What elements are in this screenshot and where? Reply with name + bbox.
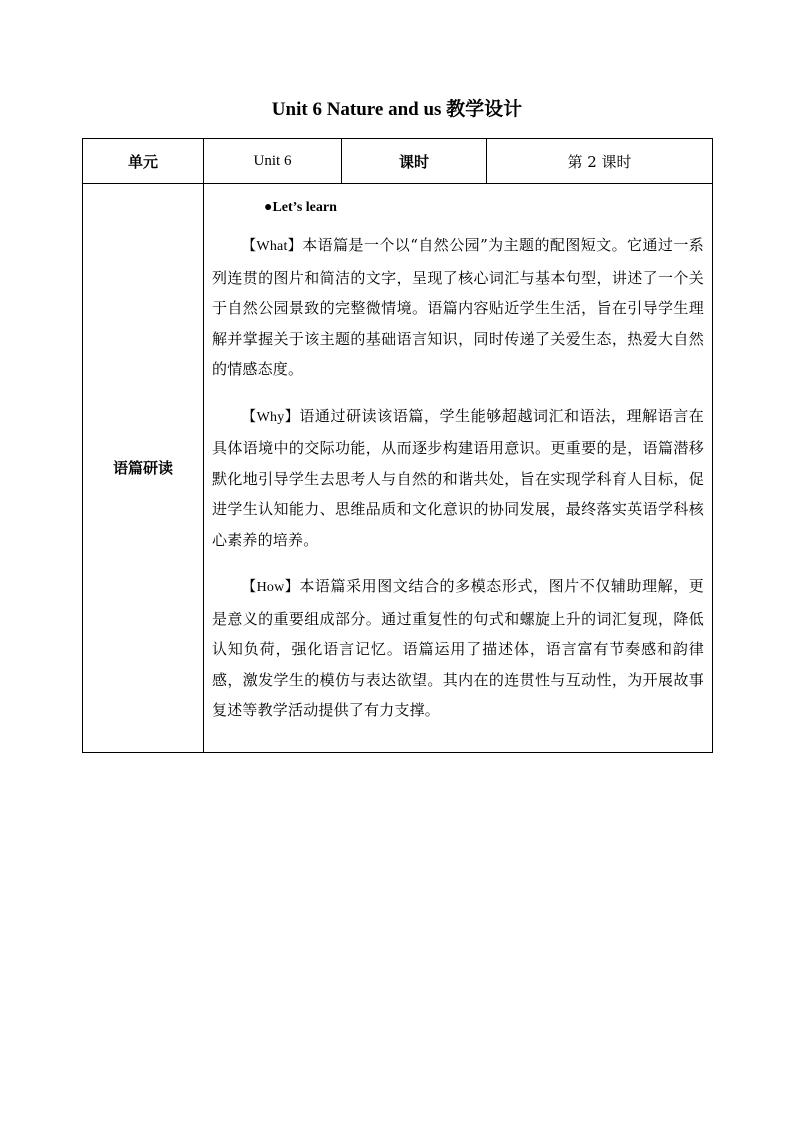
period-label-cell: 课时 [342,139,487,184]
what-tag: 【What】 [242,239,303,254]
how-text: 本语篇采用图文结合的多模态形式，图片不仅辅助理解，更是意义的重要组成部分。通过重复性的句式和螺旋上升的词汇复现，降低认知负荷，强化语言记忆。语篇运用了描述体，语言富有节奏感和韵律感，激发学生的模仿与表达欲望。其内在的连贯性与互动性，为开展故事复述等教学活动提供了有力支撑。 [212,577,704,719]
document-title: Unit 6 Nature and us 教学设计 [271,99,523,120]
what-paragraph [212,230,704,385]
how-paragraph [212,571,704,726]
why-paragraph [212,401,704,556]
text-analysis-content [204,184,713,753]
table-header-row [83,139,713,184]
text-analysis-row [83,184,713,753]
what-text: 本语篇是一个以“自然公园”为主题的配图短文。它通过一系列连贯的图片和简洁的文字，呈现了核心词汇与基本句型，讲述了一个关于自然公园景致的完整微情境。语篇内容贴近学生生活，旨在引导学生理解并掌握关于该主题的基础语言知识，同时传递了关爱生态，热爱大自然的情感态度。 [212,236,704,378]
unit-value-cell: Unit 6 [204,139,342,184]
lesson-design-table [82,138,713,753]
section-label-cell: 语篇研读 [83,184,204,753]
why-text: 语通过研读该语篇，学生能够超越词汇和语法，理解语言在具体语境中的交际功能，从而逐步构建语用意识。更重要的是，语篇潜移默化地引导学生去思考人与自然的和谐共处，旨在实现学科育人目标，促进学生认知能力、思维品质和文化意识的协同发展，最终落实英语学科核心素养的培养。 [212,406,705,549]
how-tag: 【How】 [242,580,300,595]
unit-label-cell: 单元 [83,139,204,184]
lets-learn-heading: ●Let’s learn [264,200,337,215]
why-tag: 【Why】 [242,409,300,425]
period-value-cell: 第 2 课时 [487,139,713,184]
